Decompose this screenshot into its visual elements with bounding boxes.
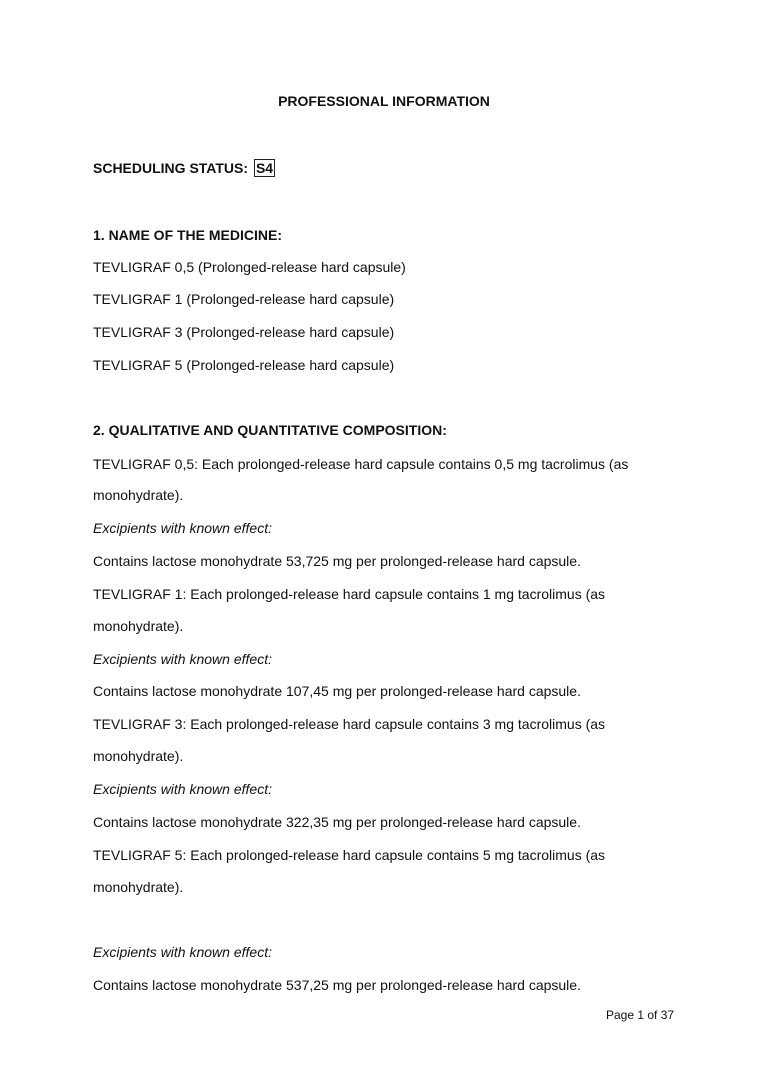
- medicine-name: TEVLIGRAF 1 (Prolonged-release hard capsule): [93, 291, 395, 307]
- excipients-text: Contains lactose monohydrate 107,45 mg per prolonged-release hard capsule.: [93, 683, 581, 699]
- composition-line: TEVLIGRAF 5: Each prolonged-release hard capsule contains 5 mg tacrolimus (as: [93, 847, 606, 863]
- medicine-name: TEVLIGRAF 3 (Prolonged-release hard capsule): [93, 324, 395, 340]
- excipients-label: Excipients with known effect:: [93, 944, 272, 960]
- page-title: PROFESSIONAL INFORMATION: [278, 93, 490, 109]
- scheduling-value: S4: [255, 160, 274, 176]
- section-2-heading: 2. QUALITATIVE AND QUANTITATIVE COMPOSITION:: [93, 422, 447, 438]
- page-number: Page 1 of 37: [606, 1008, 675, 1022]
- excipients-label: Excipients with known effect:: [93, 781, 272, 797]
- scheduling-label: SCHEDULING STATUS:: [93, 160, 249, 176]
- composition-line: TEVLIGRAF 3: Each prolonged-release hard capsule contains 3 mg tacrolimus (as: [93, 716, 606, 732]
- section-1-heading: 1. NAME OF THE MEDICINE:: [93, 227, 283, 243]
- composition-line: monohydrate).: [93, 487, 184, 503]
- excipients-label: Excipients with known effect:: [93, 520, 272, 536]
- excipients-text: Contains lactose monohydrate 322,35 mg per prolonged-release hard capsule.: [93, 814, 581, 830]
- composition-line: TEVLIGRAF 1: Each prolonged-release hard capsule contains 1 mg tacrolimus (as: [93, 586, 606, 602]
- composition-line: monohydrate).: [93, 618, 184, 634]
- scheduling-status: [93, 159, 275, 177]
- excipients-text: Contains lactose monohydrate 53,725 mg per prolonged-release hard capsule.: [93, 553, 581, 569]
- composition-line: TEVLIGRAF 0,5: Each prolonged-release hard capsule contains 0,5 mg tacrolimus (as: [93, 456, 629, 472]
- composition-line: monohydrate).: [93, 748, 184, 764]
- excipients-text: Contains lactose monohydrate 537,25 mg per prolonged-release hard capsule.: [93, 977, 581, 993]
- excipients-label: Excipients with known effect:: [93, 651, 272, 667]
- composition-line: monohydrate).: [93, 879, 184, 895]
- medicine-name: TEVLIGRAF 0,5 (Prolonged-release hard capsule): [93, 259, 406, 275]
- medicine-name: TEVLIGRAF 5 (Prolonged-release hard capsule): [93, 357, 395, 373]
